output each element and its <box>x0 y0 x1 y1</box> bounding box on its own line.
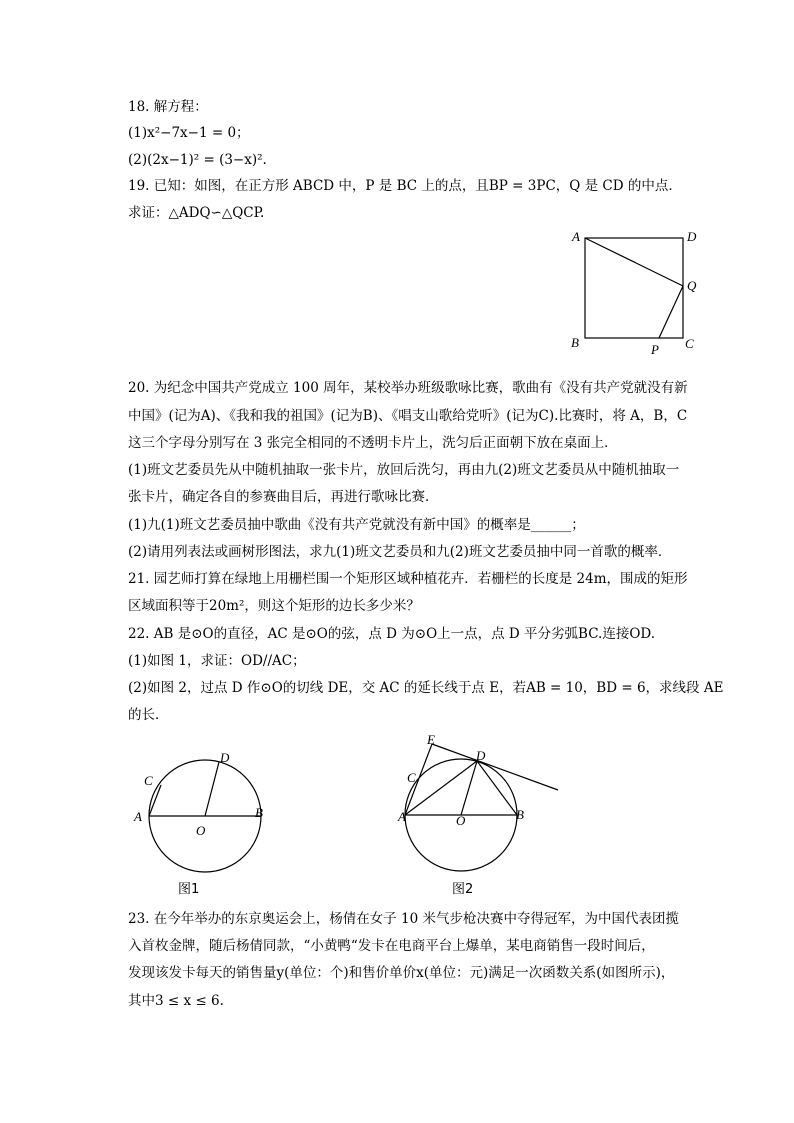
q21-line-2: 区域面积等于20m²，则这个矩形的边长多少米？ <box>128 598 420 614</box>
label-d: D <box>220 750 230 765</box>
label-d: D <box>687 229 697 244</box>
q23-line-3: 发现该发卡每天的销售量y(单位：个)和售价单价x(单位：元)满足一次函数关系(如图所示)， <box>128 965 675 981</box>
chord-db <box>477 761 517 815</box>
q20-part-1: (1)九(1)班文艺委员抽中歌曲《没有共产党就没有新中国》的概率是______； <box>128 517 585 533</box>
q23-line-2: 入首枚金牌，随后杨倩同款，“小黄鸭“发卡在电商平台上爆单，某电商销售一段时间后， <box>128 938 655 954</box>
q19-statement: 19. 已知：如图，在正方形 ABCD 中，P 是 BC 上的点，且BP = 3PC，Q 是 CD 的中点． <box>128 178 682 194</box>
label-d: D <box>476 748 486 763</box>
q20-line-3: 这三个字母分别写在 3 张完全相同的不透明卡片上，洗匀后正面朝下放在桌面上． <box>128 435 618 451</box>
q19-square-figure <box>568 226 708 358</box>
label-o: O <box>456 813 466 828</box>
label-b: B <box>571 335 579 350</box>
q20-line-1: 20. 为纪念中国共产党成立 100 周年，某校举办班级歌咏比赛，歌曲有《没有共产党就没有新 <box>128 380 688 396</box>
q20-line-4: (1)班文艺委员先从中随机抽取一张卡片，放回后洗匀，再由九(2)班文艺委员从中随机抽取一 <box>128 462 680 478</box>
radius-od <box>205 762 219 816</box>
square-abcd <box>585 238 683 338</box>
segment-qp <box>659 286 683 338</box>
label-c: C <box>685 336 694 351</box>
q22-figure-2 <box>393 730 565 900</box>
label-a: A <box>134 809 142 824</box>
label-a: A <box>572 229 580 244</box>
figure-1-caption: 图1 <box>178 882 200 897</box>
q22-part-2: (2)如图 2，过点 D 作⊙O的切线 DE，交 AC 的延长线于点 E，若AB = 10，BD = 6，求线段 AE <box>128 680 724 696</box>
q22-line-1: 22. AB 是⊙O的直径，AC 是⊙O的弦，点 D 为⊙O上一点，点 D 平分劣弧BC.连接OD. <box>128 626 656 642</box>
label-o: O <box>196 823 206 838</box>
label-e: E <box>427 732 435 747</box>
label-b: B <box>255 805 263 820</box>
q18-equation-2: (2)(2x−1)² = (3−x)². <box>128 152 267 168</box>
q18-title: 18. 解方程： <box>128 99 208 115</box>
q20-part-2: (2)请用列表法或画树形图法，求九(1)班文艺委员和九(2)班文艺委员抽中同一首歌的概率． <box>128 544 672 560</box>
q22-part-2-cont: 的长． <box>128 707 169 723</box>
figure-2-caption: 图2 <box>452 882 474 897</box>
q20-line-2: 中国》(记为A)、《我和我的祖国》(记为B)、《唱支山歌给党听》(记为C).比赛时，将 A，B，C <box>128 408 688 424</box>
q19-prove: 求证：△ADQ∽△QCP. <box>128 205 265 221</box>
q22-figure-1 <box>128 745 278 900</box>
q18-equation-1: (1)x²−7x−1 = 0； <box>128 125 250 141</box>
label-a: A <box>398 809 406 824</box>
q22-part-1: (1)如图 1，求证：OD//AC； <box>128 653 306 669</box>
tangent-de <box>432 744 558 790</box>
q21-line-1: 21. 园艺师打算在绿地上用栅栏围一个矩形区域种植花卉．若栅栏的长度是 24m，围成的矩形 <box>128 571 688 587</box>
segment-aq <box>585 238 683 286</box>
label-c: C <box>144 773 153 788</box>
label-p: P <box>651 342 659 357</box>
q20-line-5: 张卡片，确定各自的参赛曲目后，再进行歌咏比赛． <box>128 489 439 505</box>
label-c: C <box>407 770 416 785</box>
q23-line-1: 23. 在今年举办的东京奥运会上，杨倩在女子 10 米气步枪决赛中夺得冠军，为中国代表团揽 <box>128 911 680 927</box>
radius-od <box>461 761 477 815</box>
label-b: B <box>516 807 524 822</box>
q23-line-4: 其中3 ≤ x ≤ 6. <box>128 993 224 1009</box>
label-q: Q <box>687 278 697 293</box>
